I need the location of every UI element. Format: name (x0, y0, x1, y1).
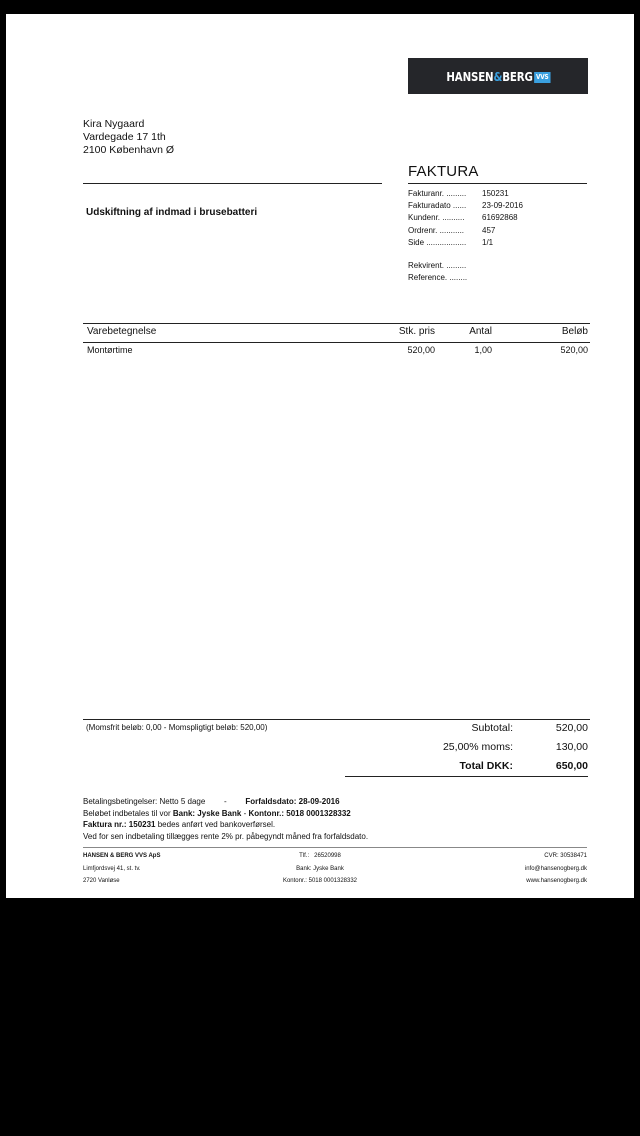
invoice-title: FAKTURA (408, 163, 479, 180)
terms-line-1: Betalingsbetingelser: Netto 5 dage - Forfaldsdato: 28-09-2016 (83, 797, 340, 806)
vat-label: 25,00% moms: (442, 741, 513, 753)
meta-reference: Reference. ........ (408, 273, 468, 283)
footer-street: Limfjordsvej 41, st. tv. (83, 865, 141, 872)
recipient-address (83, 118, 174, 157)
row-quantity: 1,00 (474, 345, 492, 355)
total-value: 650,00 (555, 760, 588, 772)
vat-basis-note: (Momsfrit beløb: 0,00 - Momspligtigt beløb: 520,00) (86, 723, 268, 732)
footer-account: Kontonr.: 5018 0001328332 (282, 878, 358, 884)
divider-left (83, 183, 382, 184)
meta-row-order-no: Ordrenr. ........... 457 (408, 225, 496, 235)
invoice-meta (408, 188, 523, 249)
payment-terms (83, 796, 368, 842)
recipient-city: 2100 København Ø (83, 144, 175, 156)
table-header-rule (83, 342, 590, 343)
footer-bank: Bank: Jyske Bank (296, 865, 344, 872)
terms-line-2: Beløbet indbetales til vor Bank: Jyske Bank - Kontonr.: 5018 0001328332 (83, 808, 351, 818)
subtotal-value: 520,00 (555, 722, 588, 734)
col-header-unit-price: Stk. pris (398, 326, 435, 337)
company-logo (408, 58, 588, 94)
meta-row-invoice-date: Fakturadato ...... 23-09-2016 (408, 201, 523, 211)
meta-row-invoice-no: Fakturanr. ......... 150231 (408, 189, 509, 198)
terms-line-4: Ved for sen indbetaling tillægges rente 2% pr. påbegyndt måned fra forfaldsdato. (83, 831, 369, 841)
meta-requester: Rekvirent. ......... (408, 261, 467, 270)
footer-website[interactable]: www.hansenogberg.dk (526, 878, 587, 884)
table-top-rule (83, 323, 590, 324)
totals-top-rule (83, 719, 590, 720)
total-label: Total DKK: (459, 760, 513, 772)
row-description: Montørtime (87, 345, 133, 355)
subtotal-label: Subtotal: (471, 722, 513, 734)
recipient-street: Vardegade 17 1th (83, 131, 166, 143)
footer-company (83, 850, 263, 888)
invoice-meta-extra (408, 260, 467, 284)
footer-city: 2720 Vanløse (83, 878, 120, 884)
footer-phone: Tlf.: 26520998 (299, 853, 341, 859)
divider-right (408, 183, 587, 184)
col-header-amount: Beløb (561, 326, 588, 337)
meta-row-page: Side .................. 1/1 (408, 237, 494, 247)
row-unit-price: 520,00 (407, 345, 435, 355)
logo-wordmark: HANSEN&BERG VVS (446, 68, 549, 84)
recipient-name: Kira Nygaard (83, 118, 145, 130)
invoice-subject: Udskiftning af indmad i brusebatteri (86, 207, 258, 218)
footer-company-name: HANSEN & BERG VVS ApS (83, 853, 161, 859)
total-rule (345, 776, 588, 777)
terms-line-3: Faktura nr.: 150231 bedes anført ved bankoverførsel. (83, 820, 276, 830)
footer-registration (437, 850, 587, 888)
footer-contact (260, 850, 380, 888)
footer-rule (83, 847, 587, 848)
invoice-page (6, 14, 634, 898)
meta-row-customer-no: Kundenr. .......... 61692868 (408, 213, 518, 223)
footer-email[interactable]: info@hansenogberg.dk (524, 865, 587, 872)
row-amount: 520,00 (560, 345, 588, 355)
footer-cvr: CVR: 30538471 (544, 853, 587, 859)
col-header-description: Varebetegnelse (87, 326, 157, 337)
col-header-quantity: Antal (469, 326, 492, 337)
vat-value: 130,00 (555, 741, 588, 753)
